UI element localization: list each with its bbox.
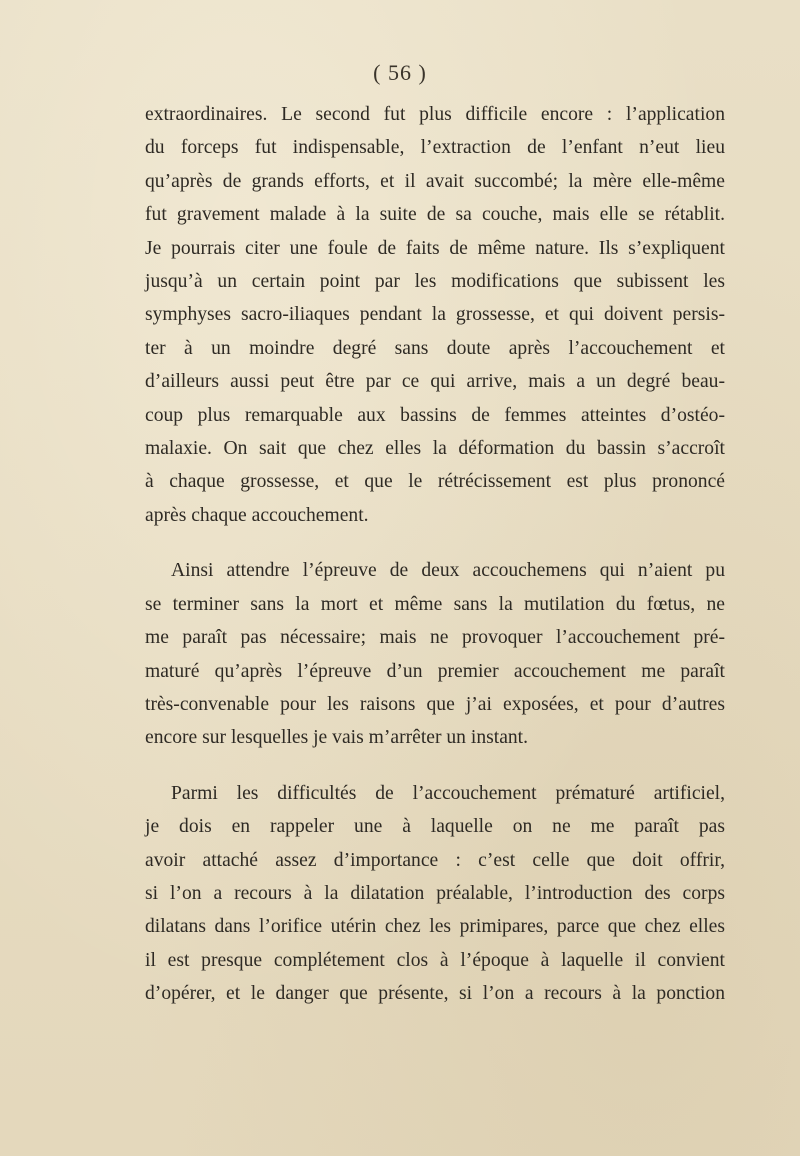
text-line: symphyses sacro-iliaques pendant la grossesse, et qui doivent persis- xyxy=(145,304,725,326)
text-line: qu’après de grands efforts, et il avait succombé; la mère elle-même xyxy=(145,170,725,192)
text-line: à chaque grossesse, et que le rétrécissement est plus prononcé xyxy=(145,471,725,493)
text-line: maturé qu’après l’épreuve d’un premier accouchement me paraît xyxy=(145,660,725,682)
text-line: d’opérer, et le danger que présente, si l’on a recours à la ponction xyxy=(145,983,725,1005)
text-line: ter à un moindre degré sans doute après l’accouchement et xyxy=(145,337,725,359)
text-line: d’ailleurs aussi peut être par ce qui arrive, mais a un degré beau- xyxy=(145,371,725,393)
text-line: du forceps fut indispensable, l’extraction de l’enfant n’eut lieu xyxy=(145,137,725,159)
paragraph-gap xyxy=(145,532,725,554)
text-line: avoir attaché assez d’importance : c’est celle que doit offrir, xyxy=(145,849,725,871)
text-line: se terminer sans la mort et même sans la mutilation du fœtus, ne xyxy=(145,593,725,615)
paragraph-gap xyxy=(145,755,725,777)
paragraph-1 xyxy=(145,98,725,532)
text-line: si l’on a recours à la dilatation préalable, l’introduction des corps xyxy=(145,882,725,904)
text-line: Je pourrais citer une foule de faits de même nature. Ils s’expliquent xyxy=(145,237,725,259)
text-line: fut gravement malade à la suite de sa couche, mais elle se rétablit. xyxy=(145,204,725,226)
page-number: ( 56 ) xyxy=(373,60,427,85)
text-line: Parmi les difficultés de l’accouchement prématuré artificiel, xyxy=(171,782,725,804)
text-line: dilatans dans l’orifice utérin chez les primipares, parce que chez elles xyxy=(145,916,725,938)
body-text xyxy=(145,98,725,1011)
text-line: me paraît pas nécessaire; mais ne provoquer l’accouchement pré- xyxy=(145,627,725,649)
paragraph-2 xyxy=(145,554,725,754)
text-line: coup plus remarquable aux bassins de femmes atteintes d’ostéo- xyxy=(145,404,725,426)
text-line: après chaque accouchement. xyxy=(145,504,369,526)
text-line: je dois en rappeler une à laquelle on ne me paraît pas xyxy=(145,816,725,838)
text-line: Ainsi attendre l’épreuve de deux accouchemens qui n’aient pu xyxy=(171,560,725,582)
text-line: encore sur lesquelles je vais m’arrêter un instant. xyxy=(145,727,529,749)
text-line: très-convenable pour les raisons que j’ai exposées, et pour d’autres xyxy=(145,693,725,715)
text-line: extraordinaires. Le second fut plus difficile encore : l’application xyxy=(145,104,725,125)
paragraph-3 xyxy=(145,777,725,1011)
text-line: il est presque complétement clos à l’époque à laquelle il convient xyxy=(145,949,725,971)
text-line: jusqu’à un certain point par les modifications que subissent les xyxy=(145,271,725,293)
text-line: malaxie. On sait que chez elles la déformation du bassin s’accroît xyxy=(145,438,725,460)
